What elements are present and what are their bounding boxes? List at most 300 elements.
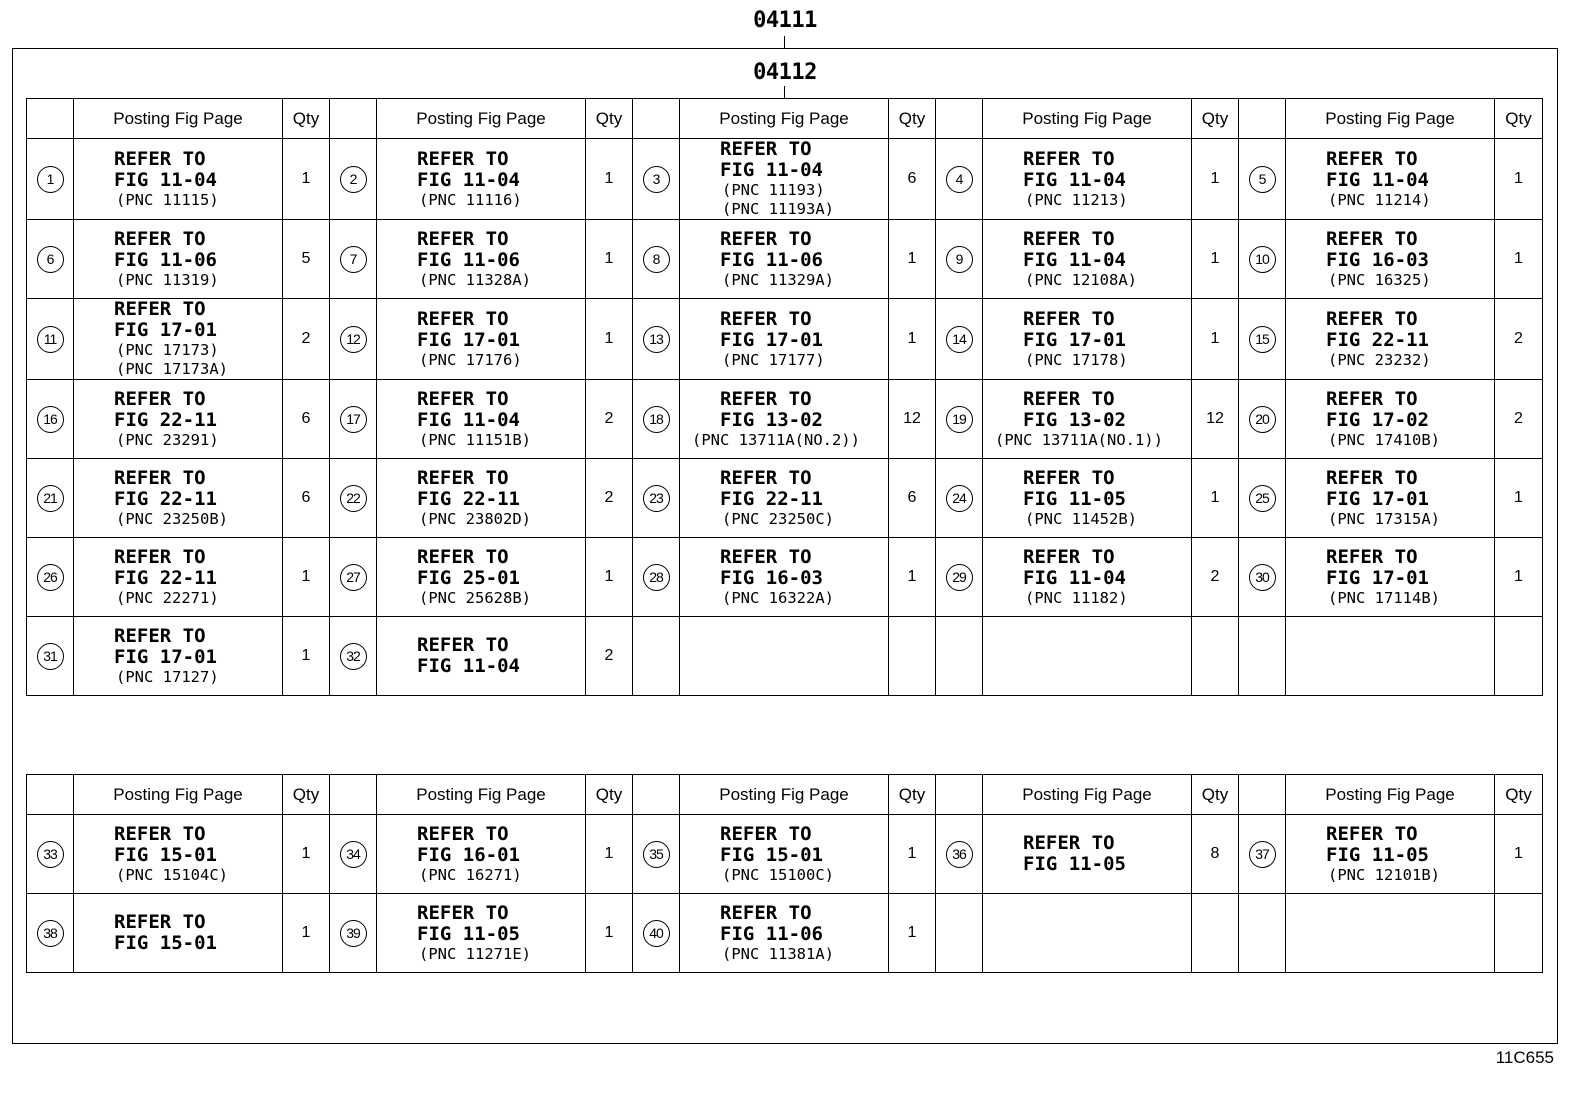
fig-reference: FIG 17-01 — [1326, 487, 1429, 510]
header-qty: Qty — [283, 775, 330, 815]
pnc-reference: (PNC 23802D) — [419, 509, 531, 528]
reference-cell — [74, 380, 283, 459]
item-number-cell — [633, 459, 680, 538]
reference-cell — [983, 380, 1192, 459]
item-number-cell — [330, 299, 377, 380]
fig-reference: FIG 25-01 — [417, 566, 520, 589]
qty-cell: 1 — [889, 815, 936, 894]
qty-cell: 1 — [283, 815, 330, 894]
item-number-circle: 29 — [946, 564, 973, 591]
item-number-cell — [330, 815, 377, 894]
refer-to-text: REFER TO — [417, 901, 509, 924]
figure-code: 11C655 — [1495, 1048, 1554, 1067]
item-number-circle: 12 — [340, 326, 367, 353]
refer-to-text: REFER TO — [1326, 466, 1418, 489]
reference-cell — [74, 538, 283, 617]
header-num-cell — [936, 99, 983, 139]
item-number-cell — [27, 617, 74, 696]
refer-to-text: REFER TO — [114, 624, 206, 647]
item-number-cell — [936, 380, 983, 459]
fig-reference: FIG 16-03 — [1326, 248, 1429, 271]
item-number-circle: 35 — [643, 841, 670, 868]
reference-cell — [983, 459, 1192, 538]
item-number-cell — [27, 815, 74, 894]
pnc-reference: (PNC 17173) — [116, 341, 219, 359]
fig-reference: FIG 11-04 — [114, 168, 217, 191]
qty-cell: 2 — [586, 459, 633, 538]
reference-cell — [377, 380, 586, 459]
pnc-reference: (PNC 25628B) — [419, 588, 531, 607]
header-num-cell — [1239, 775, 1286, 815]
refer-to-text: REFER TO — [1023, 387, 1115, 410]
fig-reference: FIG 17-01 — [114, 645, 217, 668]
fig-reference: FIG 11-04 — [417, 655, 520, 677]
item-number-cell — [1239, 299, 1286, 380]
fig-reference: FIG 11-05 — [417, 922, 520, 945]
item-number-circle: 27 — [340, 564, 367, 591]
refer-to-text: REFER TO — [1326, 227, 1418, 250]
fig-reference: FIG 22-11 — [1326, 328, 1429, 351]
header-num-cell — [330, 99, 377, 139]
qty-cell: 12 — [889, 380, 936, 459]
pnc-reference: (PNC 17114B) — [1328, 588, 1440, 607]
item-number-circle: 1 — [37, 166, 64, 193]
pnc-reference: (PNC 16325) — [1328, 270, 1431, 289]
fig-reference: FIG 11-06 — [417, 248, 520, 271]
fig-reference: FIG 22-11 — [114, 566, 217, 589]
header-qty: Qty — [889, 99, 936, 139]
qty-cell: 1 — [283, 538, 330, 617]
item-number-cell — [27, 220, 74, 299]
reference-cell — [680, 299, 889, 380]
pnc-reference: (PNC 16271) — [419, 865, 522, 884]
item-number-cell — [27, 139, 74, 220]
item-number-circle: 15 — [1249, 326, 1276, 353]
item-number-cell — [330, 894, 377, 973]
table-row — [27, 894, 1543, 973]
reference-cell — [1286, 617, 1495, 696]
item-number-cell — [936, 815, 983, 894]
pnc-reference: (PNC 11214) — [1328, 190, 1431, 209]
reference-cell — [680, 139, 889, 220]
item-number-cell — [936, 538, 983, 617]
fig-reference: FIG 17-01 — [114, 319, 217, 341]
item-number-circle: 17 — [340, 406, 367, 433]
refer-to-text: REFER TO — [114, 466, 206, 489]
qty-cell: 1 — [586, 220, 633, 299]
item-number-cell — [330, 380, 377, 459]
item-number-cell — [936, 894, 983, 973]
fig-reference: FIG 11-04 — [1023, 566, 1126, 589]
header-posting-fig-page: Posting Fig Page — [680, 775, 889, 815]
qty-cell: 1 — [1495, 815, 1543, 894]
refer-to-text: REFER TO — [1023, 545, 1115, 568]
reference-cell — [983, 815, 1192, 894]
qty-cell: 1 — [283, 894, 330, 973]
qty-cell: 5 — [283, 220, 330, 299]
qty-cell: 1 — [586, 299, 633, 380]
pnc-reference: (PNC 11193) — [722, 181, 825, 199]
reference-cell — [74, 894, 283, 973]
item-number-circle: 16 — [37, 406, 64, 433]
refer-to-text: REFER TO — [114, 298, 206, 320]
header-num-cell — [330, 775, 377, 815]
refer-to-text: REFER TO — [720, 822, 812, 845]
pnc-reference: (PNC 17410B) — [1328, 430, 1440, 449]
header-posting-fig-page: Posting Fig Page — [1286, 775, 1495, 815]
refer-to-text: REFER TO — [114, 147, 206, 170]
reference-cell — [983, 617, 1192, 696]
item-number-cell — [936, 617, 983, 696]
fig-reference: FIG 15-01 — [114, 843, 217, 866]
header-num-cell — [633, 99, 680, 139]
refer-to-text: REFER TO — [417, 147, 509, 170]
item-number-cell — [330, 139, 377, 220]
header-qty: Qty — [586, 99, 633, 139]
pnc-reference: (PNC 17177) — [722, 350, 825, 369]
pnc-reference: (PNC 11182) — [1025, 588, 1128, 607]
fig-reference: FIG 22-11 — [417, 487, 520, 510]
reference-cell — [680, 459, 889, 538]
header-num-cell — [633, 775, 680, 815]
pnc-reference: (PNC 13711A(NO.2)) — [692, 430, 860, 449]
item-number-circle: 25 — [1249, 485, 1276, 512]
reference-cell — [74, 299, 283, 380]
item-number-circle: 36 — [946, 841, 973, 868]
reference-cell — [377, 894, 586, 973]
header-num-cell — [27, 775, 74, 815]
parts-table-1 — [26, 98, 1543, 696]
fig-reference: FIG 11-06 — [114, 248, 217, 271]
reference-cell — [1286, 894, 1495, 973]
pnc-reference: (PNC 11452B) — [1025, 509, 1137, 528]
item-number-cell — [633, 299, 680, 380]
item-number-cell — [633, 538, 680, 617]
item-number-circle: 18 — [643, 406, 670, 433]
item-number-circle: 23 — [643, 485, 670, 512]
item-number-cell — [633, 380, 680, 459]
reference-cell — [1286, 815, 1495, 894]
header-qty: Qty — [586, 775, 633, 815]
pnc-reference: (PNC 17176) — [419, 350, 522, 369]
reference-cell — [983, 139, 1192, 220]
item-number-circle: 11 — [37, 326, 64, 353]
reference-cell — [74, 459, 283, 538]
reference-cell — [1286, 538, 1495, 617]
fig-reference: FIG 11-04 — [417, 168, 520, 191]
reference-cell — [680, 538, 889, 617]
pnc-reference: (PNC 11115) — [116, 190, 219, 209]
reference-cell — [74, 139, 283, 220]
fig-reference: FIG 17-01 — [1326, 566, 1429, 589]
qty-cell: 6 — [283, 380, 330, 459]
pnc-reference: (PNC 12101B) — [1328, 865, 1440, 884]
qty-cell: 2 — [283, 299, 330, 380]
fig-reference: FIG 11-05 — [1023, 487, 1126, 510]
table-row — [27, 538, 1543, 617]
item-number-circle: 24 — [946, 485, 973, 512]
item-number-circle: 13 — [643, 326, 670, 353]
item-number-circle: 2 — [340, 166, 367, 193]
pnc-reference: (PNC 16322A) — [722, 588, 834, 607]
fig-reference: FIG 11-04 — [417, 408, 520, 431]
fig-reference: FIG 15-01 — [720, 843, 823, 866]
item-number-cell — [1239, 617, 1286, 696]
header-qty: Qty — [889, 775, 936, 815]
qty-cell: 8 — [1192, 815, 1239, 894]
refer-to-text: REFER TO — [720, 466, 812, 489]
header-posting-fig-page: Posting Fig Page — [983, 99, 1192, 139]
qty-cell: 1 — [283, 617, 330, 696]
qty-cell: 1 — [586, 894, 633, 973]
fig-reference: FIG 11-05 — [1326, 843, 1429, 866]
refer-to-text: REFER TO — [114, 822, 206, 845]
fig-reference: FIG 11-06 — [720, 248, 823, 271]
refer-to-text: REFER TO — [720, 545, 812, 568]
refer-to-text: REFER TO — [417, 634, 509, 656]
pnc-reference: (PNC 17315A) — [1328, 509, 1440, 528]
qty-cell: 1 — [1192, 139, 1239, 220]
qty-cell: 2 — [1192, 538, 1239, 617]
refer-to-text: REFER TO — [1326, 387, 1418, 410]
item-number-circle: 30 — [1249, 564, 1276, 591]
reference-cell — [377, 538, 586, 617]
item-number-cell — [27, 380, 74, 459]
pnc-reference: (PNC 23291) — [116, 430, 219, 449]
refer-to-text: REFER TO — [720, 227, 812, 250]
item-number-circle: 5 — [1249, 166, 1276, 193]
item-number-cell — [936, 220, 983, 299]
item-number-circle: 32 — [340, 643, 367, 670]
qty-cell: 1 — [889, 894, 936, 973]
refer-to-text: REFER TO — [720, 138, 812, 160]
reference-cell — [983, 220, 1192, 299]
pnc-reference: (PNC 11151B) — [419, 430, 531, 449]
reference-cell — [680, 220, 889, 299]
header-posting-fig-page: Posting Fig Page — [74, 775, 283, 815]
item-number-cell — [633, 139, 680, 220]
pnc-reference: (PNC 15100C) — [722, 865, 834, 884]
qty-cell: 6 — [889, 139, 936, 220]
item-number-circle: 28 — [643, 564, 670, 591]
reference-cell — [983, 299, 1192, 380]
fig-reference: FIG 11-05 — [1023, 853, 1126, 875]
reference-cell — [1286, 380, 1495, 459]
qty-cell: 1 — [889, 538, 936, 617]
item-number-cell — [633, 220, 680, 299]
pnc-reference: (PNC 11193A) — [722, 200, 834, 218]
fig-reference: FIG 11-04 — [1023, 248, 1126, 271]
qty-cell — [1495, 617, 1543, 696]
item-number-circle: 14 — [946, 326, 973, 353]
fig-reference: FIG 11-04 — [720, 159, 823, 181]
table-row — [27, 815, 1543, 894]
refer-to-text: REFER TO — [114, 227, 206, 250]
item-number-circle: 40 — [643, 920, 670, 947]
item-number-circle: 26 — [37, 564, 64, 591]
pnc-reference: (PNC 11116) — [419, 190, 522, 209]
item-number-cell — [330, 220, 377, 299]
reference-cell — [983, 538, 1192, 617]
pnc-reference: (PNC 11213) — [1025, 190, 1128, 209]
reference-cell — [74, 815, 283, 894]
qty-cell: 6 — [889, 459, 936, 538]
header-num-cell — [936, 775, 983, 815]
qty-cell: 1 — [1192, 299, 1239, 380]
fig-reference: FIG 11-04 — [1326, 168, 1429, 191]
header-num-cell — [1239, 99, 1286, 139]
header-posting-fig-page: Posting Fig Page — [983, 775, 1192, 815]
refer-to-text: REFER TO — [1023, 832, 1115, 854]
pnc-reference: (PNC 22271) — [116, 588, 219, 607]
item-number-cell — [27, 459, 74, 538]
pnc-reference: (PNC 17127) — [116, 667, 219, 686]
reference-cell — [1286, 139, 1495, 220]
fig-reference: FIG 11-06 — [720, 922, 823, 945]
fig-reference: FIG 22-11 — [114, 487, 217, 510]
item-number-cell — [633, 894, 680, 973]
pnc-reference: (PNC 11319) — [116, 270, 219, 289]
item-number-circle: 31 — [37, 643, 64, 670]
reference-cell — [1286, 220, 1495, 299]
qty-cell — [889, 617, 936, 696]
refer-to-text: REFER TO — [114, 911, 206, 933]
pnc-reference: (PNC 15104C) — [116, 865, 228, 884]
item-number-circle: 39 — [340, 920, 367, 947]
reference-cell — [377, 139, 586, 220]
item-number-cell — [27, 894, 74, 973]
reference-cell — [1286, 299, 1495, 380]
pnc-reference: (PNC 23232) — [1328, 350, 1431, 369]
item-number-cell — [1239, 815, 1286, 894]
reference-cell — [680, 894, 889, 973]
qty-cell: 2 — [1495, 299, 1543, 380]
item-number-cell — [330, 538, 377, 617]
item-number-circle: 21 — [37, 485, 64, 512]
qty-cell: 2 — [586, 380, 633, 459]
header-posting-fig-page: Posting Fig Page — [377, 775, 586, 815]
refer-to-text: REFER TO — [1023, 147, 1115, 170]
reference-cell — [680, 617, 889, 696]
pnc-reference: (PNC 11381A) — [722, 944, 834, 963]
header-posting-fig-page: Posting Fig Page — [74, 99, 283, 139]
qty-cell: 1 — [1495, 459, 1543, 538]
item-number-cell — [936, 139, 983, 220]
table-row — [27, 220, 1543, 299]
reference-cell — [680, 815, 889, 894]
fig-reference: FIG 11-04 — [1023, 168, 1126, 191]
qty-cell: 1 — [1495, 220, 1543, 299]
item-number-circle: 33 — [37, 841, 64, 868]
item-number-circle: 6 — [37, 246, 64, 273]
refer-to-text: REFER TO — [417, 227, 509, 250]
item-number-circle: 7 — [340, 246, 367, 273]
item-number-circle: 9 — [946, 246, 973, 273]
fig-reference: FIG 17-01 — [720, 328, 823, 351]
parts-table-2 — [26, 774, 1543, 973]
qty-cell: 12 — [1192, 380, 1239, 459]
item-number-cell — [27, 299, 74, 380]
fig-reference: FIG 17-02 — [1326, 408, 1429, 431]
pnc-reference: (PNC 17173A) — [116, 360, 228, 378]
fig-reference: FIG 13-02 — [720, 408, 823, 431]
qty-cell: 1 — [889, 299, 936, 380]
refer-to-text: REFER TO — [720, 307, 812, 330]
refer-to-text: REFER TO — [1326, 822, 1418, 845]
pnc-reference: (PNC 11329A) — [722, 270, 834, 289]
header-num-cell — [27, 99, 74, 139]
qty-cell: 6 — [283, 459, 330, 538]
fig-reference: FIG 17-01 — [417, 328, 520, 351]
refer-to-text: REFER TO — [1326, 147, 1418, 170]
sub-part-code: 04112 — [753, 60, 817, 85]
pnc-reference: (PNC 11271E) — [419, 944, 531, 963]
qty-cell: 1 — [586, 538, 633, 617]
item-number-cell — [27, 538, 74, 617]
fig-reference: FIG 22-11 — [720, 487, 823, 510]
qty-cell: 1 — [283, 139, 330, 220]
reference-cell — [983, 894, 1192, 973]
refer-to-text: REFER TO — [1326, 307, 1418, 330]
item-number-circle: 22 — [340, 485, 367, 512]
item-number-circle: 19 — [946, 406, 973, 433]
refer-to-text: REFER TO — [417, 387, 509, 410]
reference-cell — [377, 815, 586, 894]
reference-cell — [377, 617, 586, 696]
header-qty: Qty — [283, 99, 330, 139]
reference-cell — [74, 617, 283, 696]
refer-to-text: REFER TO — [114, 387, 206, 410]
qty-cell — [1495, 894, 1543, 973]
pnc-reference: (PNC 11328A) — [419, 270, 531, 289]
item-number-cell — [330, 617, 377, 696]
reference-cell — [1286, 459, 1495, 538]
refer-to-text: REFER TO — [1326, 545, 1418, 568]
refer-to-text: REFER TO — [417, 822, 509, 845]
pnc-reference: (PNC 23250B) — [116, 509, 228, 528]
reference-cell — [377, 299, 586, 380]
item-number-circle: 8 — [643, 246, 670, 273]
reference-cell — [680, 380, 889, 459]
qty-cell — [1192, 894, 1239, 973]
refer-to-text: REFER TO — [1023, 227, 1115, 250]
item-number-cell — [633, 617, 680, 696]
item-number-cell — [1239, 894, 1286, 973]
qty-cell: 1 — [889, 220, 936, 299]
header-qty: Qty — [1192, 775, 1239, 815]
header-row — [27, 775, 1543, 815]
item-number-cell — [1239, 459, 1286, 538]
qty-cell: 1 — [1495, 139, 1543, 220]
refer-to-text: REFER TO — [720, 901, 812, 924]
item-number-circle: 37 — [1249, 841, 1276, 868]
pnc-reference: (PNC 23250C) — [722, 509, 834, 528]
item-number-cell — [1239, 139, 1286, 220]
qty-cell: 1 — [1192, 459, 1239, 538]
qty-cell: 2 — [586, 617, 633, 696]
item-number-circle: 20 — [1249, 406, 1276, 433]
refer-to-text: REFER TO — [1023, 466, 1115, 489]
refer-to-text: REFER TO — [417, 307, 509, 330]
item-number-circle: 10 — [1249, 246, 1276, 273]
qty-cell: 1 — [586, 815, 633, 894]
reference-cell — [74, 220, 283, 299]
fig-reference: FIG 15-01 — [114, 932, 217, 954]
header-posting-fig-page: Posting Fig Page — [680, 99, 889, 139]
item-number-cell — [1239, 380, 1286, 459]
table-row — [27, 299, 1543, 380]
fig-reference: FIG 22-11 — [114, 408, 217, 431]
